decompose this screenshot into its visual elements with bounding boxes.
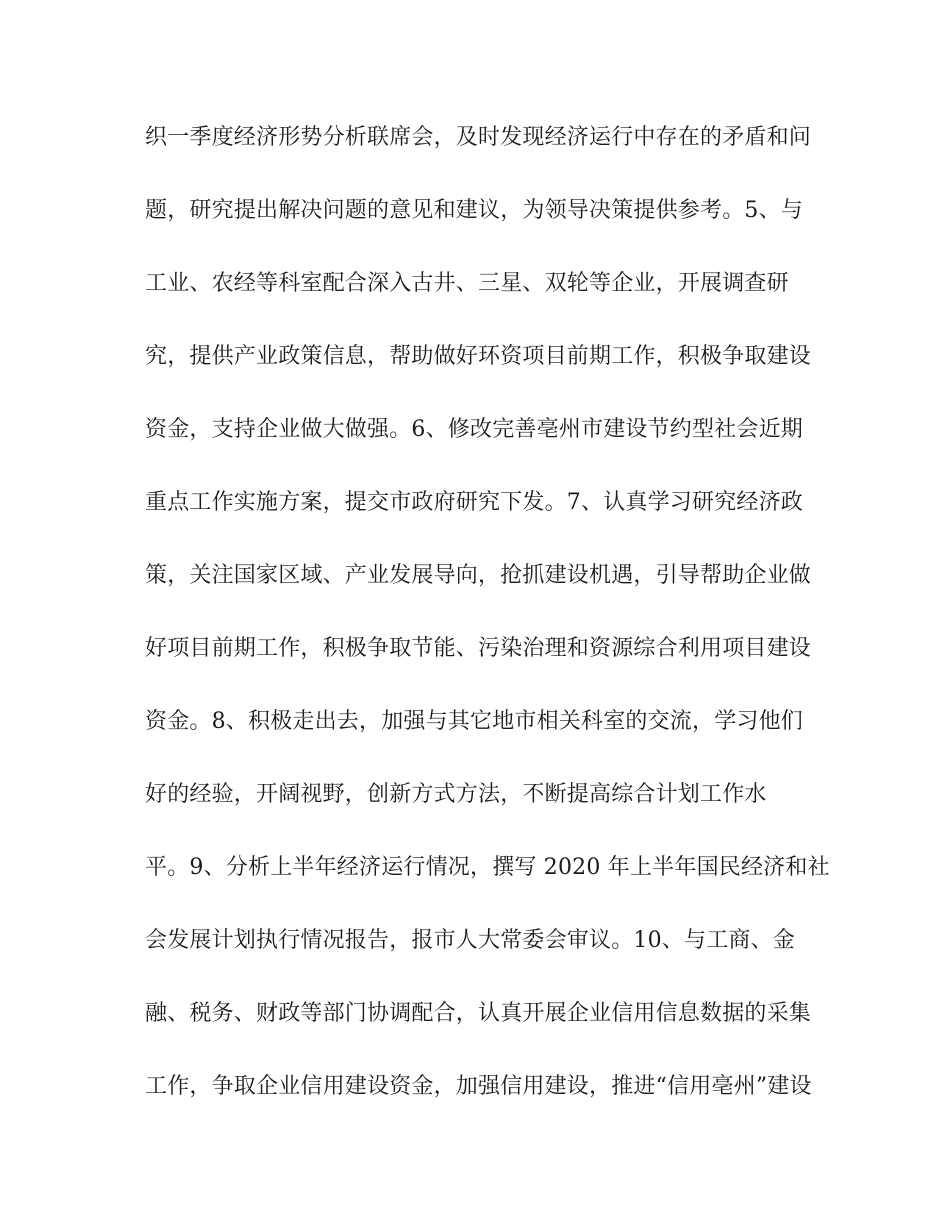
text-line: 策，关注国家区域、产业发展导向，抢抓建设机遇，引导帮助企业做: [145, 563, 812, 588]
text-line: 工作，争取企业信用建设资金，加强信用建设，推进“信用亳州”建设: [145, 1074, 812, 1099]
text-line: 融、税务、财政等部门协调配合，认真开展企业信用信息数据的采集: [145, 1001, 812, 1026]
text-line: 会发展计划执行情况报告，报市人大常委会审议。10、与工商、金: [145, 928, 795, 953]
text-line: 题，研究提出解决问题的意见和建议，为领导决策提供参考。5、与: [145, 198, 803, 223]
text-line: 织一季度经济形势分析联席会，及时发现经济运行中存在的矛盾和问: [145, 125, 812, 150]
text-line: 资金，支持企业做大做强。6、修改完善亳州市建设节约型社会近期: [145, 417, 803, 442]
text-line: 资金。8、积极走出去，加强与其它地市相关科室的交流，学习他们: [145, 709, 803, 734]
text-line: 重点工作实施方案，提交市政府研究下发。7、认真学习研究经济政: [145, 490, 803, 515]
text-line: 工业、农经等科室配合深入古井、三星、双轮等企业，开展调查研: [145, 271, 789, 296]
text-line: 好的经验，开阔视野，创新方式方法，不断提高综合计划工作水: [145, 782, 767, 807]
body-text: [145, 118, 830, 1140]
text-line: 平。9、分析上半年经济运行情况，撰写 2020 年上半年国民经济和社: [145, 855, 830, 880]
text-line: 好项目前期工作，积极争取节能、污染治理和资源综合利用项目建设: [145, 636, 812, 661]
text-line: 究，提供产业政策信息，帮助做好环资项目前期工作，积极争取建设: [145, 344, 812, 369]
